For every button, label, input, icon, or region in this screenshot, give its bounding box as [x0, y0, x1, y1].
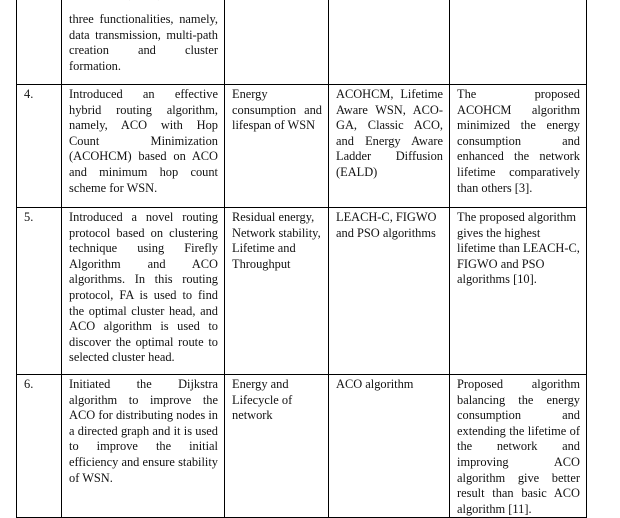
table-row: [17, 85, 587, 208]
row-number: 5.: [24, 210, 34, 224]
result-cell: [450, 375, 587, 518]
row-number: 6.: [24, 377, 34, 391]
result-cell: [450, 0, 587, 85]
compared-with-text: LEACH-C, FIGWO and PSO algorithms: [336, 210, 437, 240]
text-cursor: [586, 198, 587, 213]
parameters-text: Residual energy, Network stability, Lifetime and Throughput: [232, 210, 321, 271]
parameters-text: Energy consumption and lifespan of WSN: [232, 87, 322, 133]
description-cell: [62, 208, 225, 375]
table-row: [17, 0, 587, 85]
row-number: 4.: [24, 87, 34, 101]
table-row: [17, 208, 587, 375]
description-cell: [62, 375, 225, 518]
compared-with-cell: [329, 208, 450, 375]
result-cell: [450, 85, 587, 208]
compared-with-cell: [329, 375, 450, 518]
row-number-cell: [17, 0, 62, 85]
compared-with-cell: [329, 0, 450, 85]
parameters-cell: [225, 85, 329, 208]
result-text: The proposed algorithm gives the highest lifetime than LEACH-C, FIGWO and PSO algorithms [10].: [457, 210, 580, 287]
description-text: Initiated the Dijkstra algorithm to improve the ACO for distributing nodes in a directed graph and it is used to improve the initial efficiency and ensure stability of WSN.: [69, 377, 218, 485]
description-text: three functionalities, namely, data transmission, multi-path creation and cluster formation.: [69, 12, 218, 73]
description-cell: [62, 0, 225, 85]
parameters-cell: [225, 375, 329, 518]
comparison-table: [16, 0, 587, 518]
parameters-text: Energy and Lifecycle of network: [232, 377, 293, 423]
compared-with-cell: [329, 85, 450, 208]
description-text: Introduced an effective hybrid routing algorithm, namely, ACO with Hop Count Minimization (ACOHCM) based on ACO and minimum hop count scheme for WSN.: [69, 87, 218, 195]
parameters-cell: [225, 208, 329, 375]
compared-with-text: ACOHCM, Lifetime Aware WSN, ACO-GA, Classic ACO, and Energy Aware Ladder Diffusion (EALD): [336, 87, 443, 179]
row-number-cell: [17, 375, 62, 518]
table-row: [17, 375, 587, 518]
result-cell: [450, 208, 587, 375]
row-number-cell: [17, 85, 62, 208]
description-cell: [62, 85, 225, 208]
result-text: Proposed algorithm balancing the energy consumption and extending the lifetime of the network and improving ACO algorithm give better result than basic ACO algorithm [11].: [457, 377, 580, 516]
result-text: The proposed ACOHCM algorithm minimized the energy consumption and enhanced the network lifetime comparatively than others [3].: [457, 87, 580, 195]
description-text: Introduced a novel routing protocol based on clustering technique using Firefly Algorithm and ACO algorithms. In this routing protocol, FA is used to find the optimal cluster head, and ACO algorithm is used to discover the optimal route to selected cluster head.: [69, 210, 218, 365]
parameters-cell: [225, 0, 329, 85]
compared-with-text: ACO algorithm: [336, 377, 414, 391]
row-number-cell: [17, 208, 62, 375]
